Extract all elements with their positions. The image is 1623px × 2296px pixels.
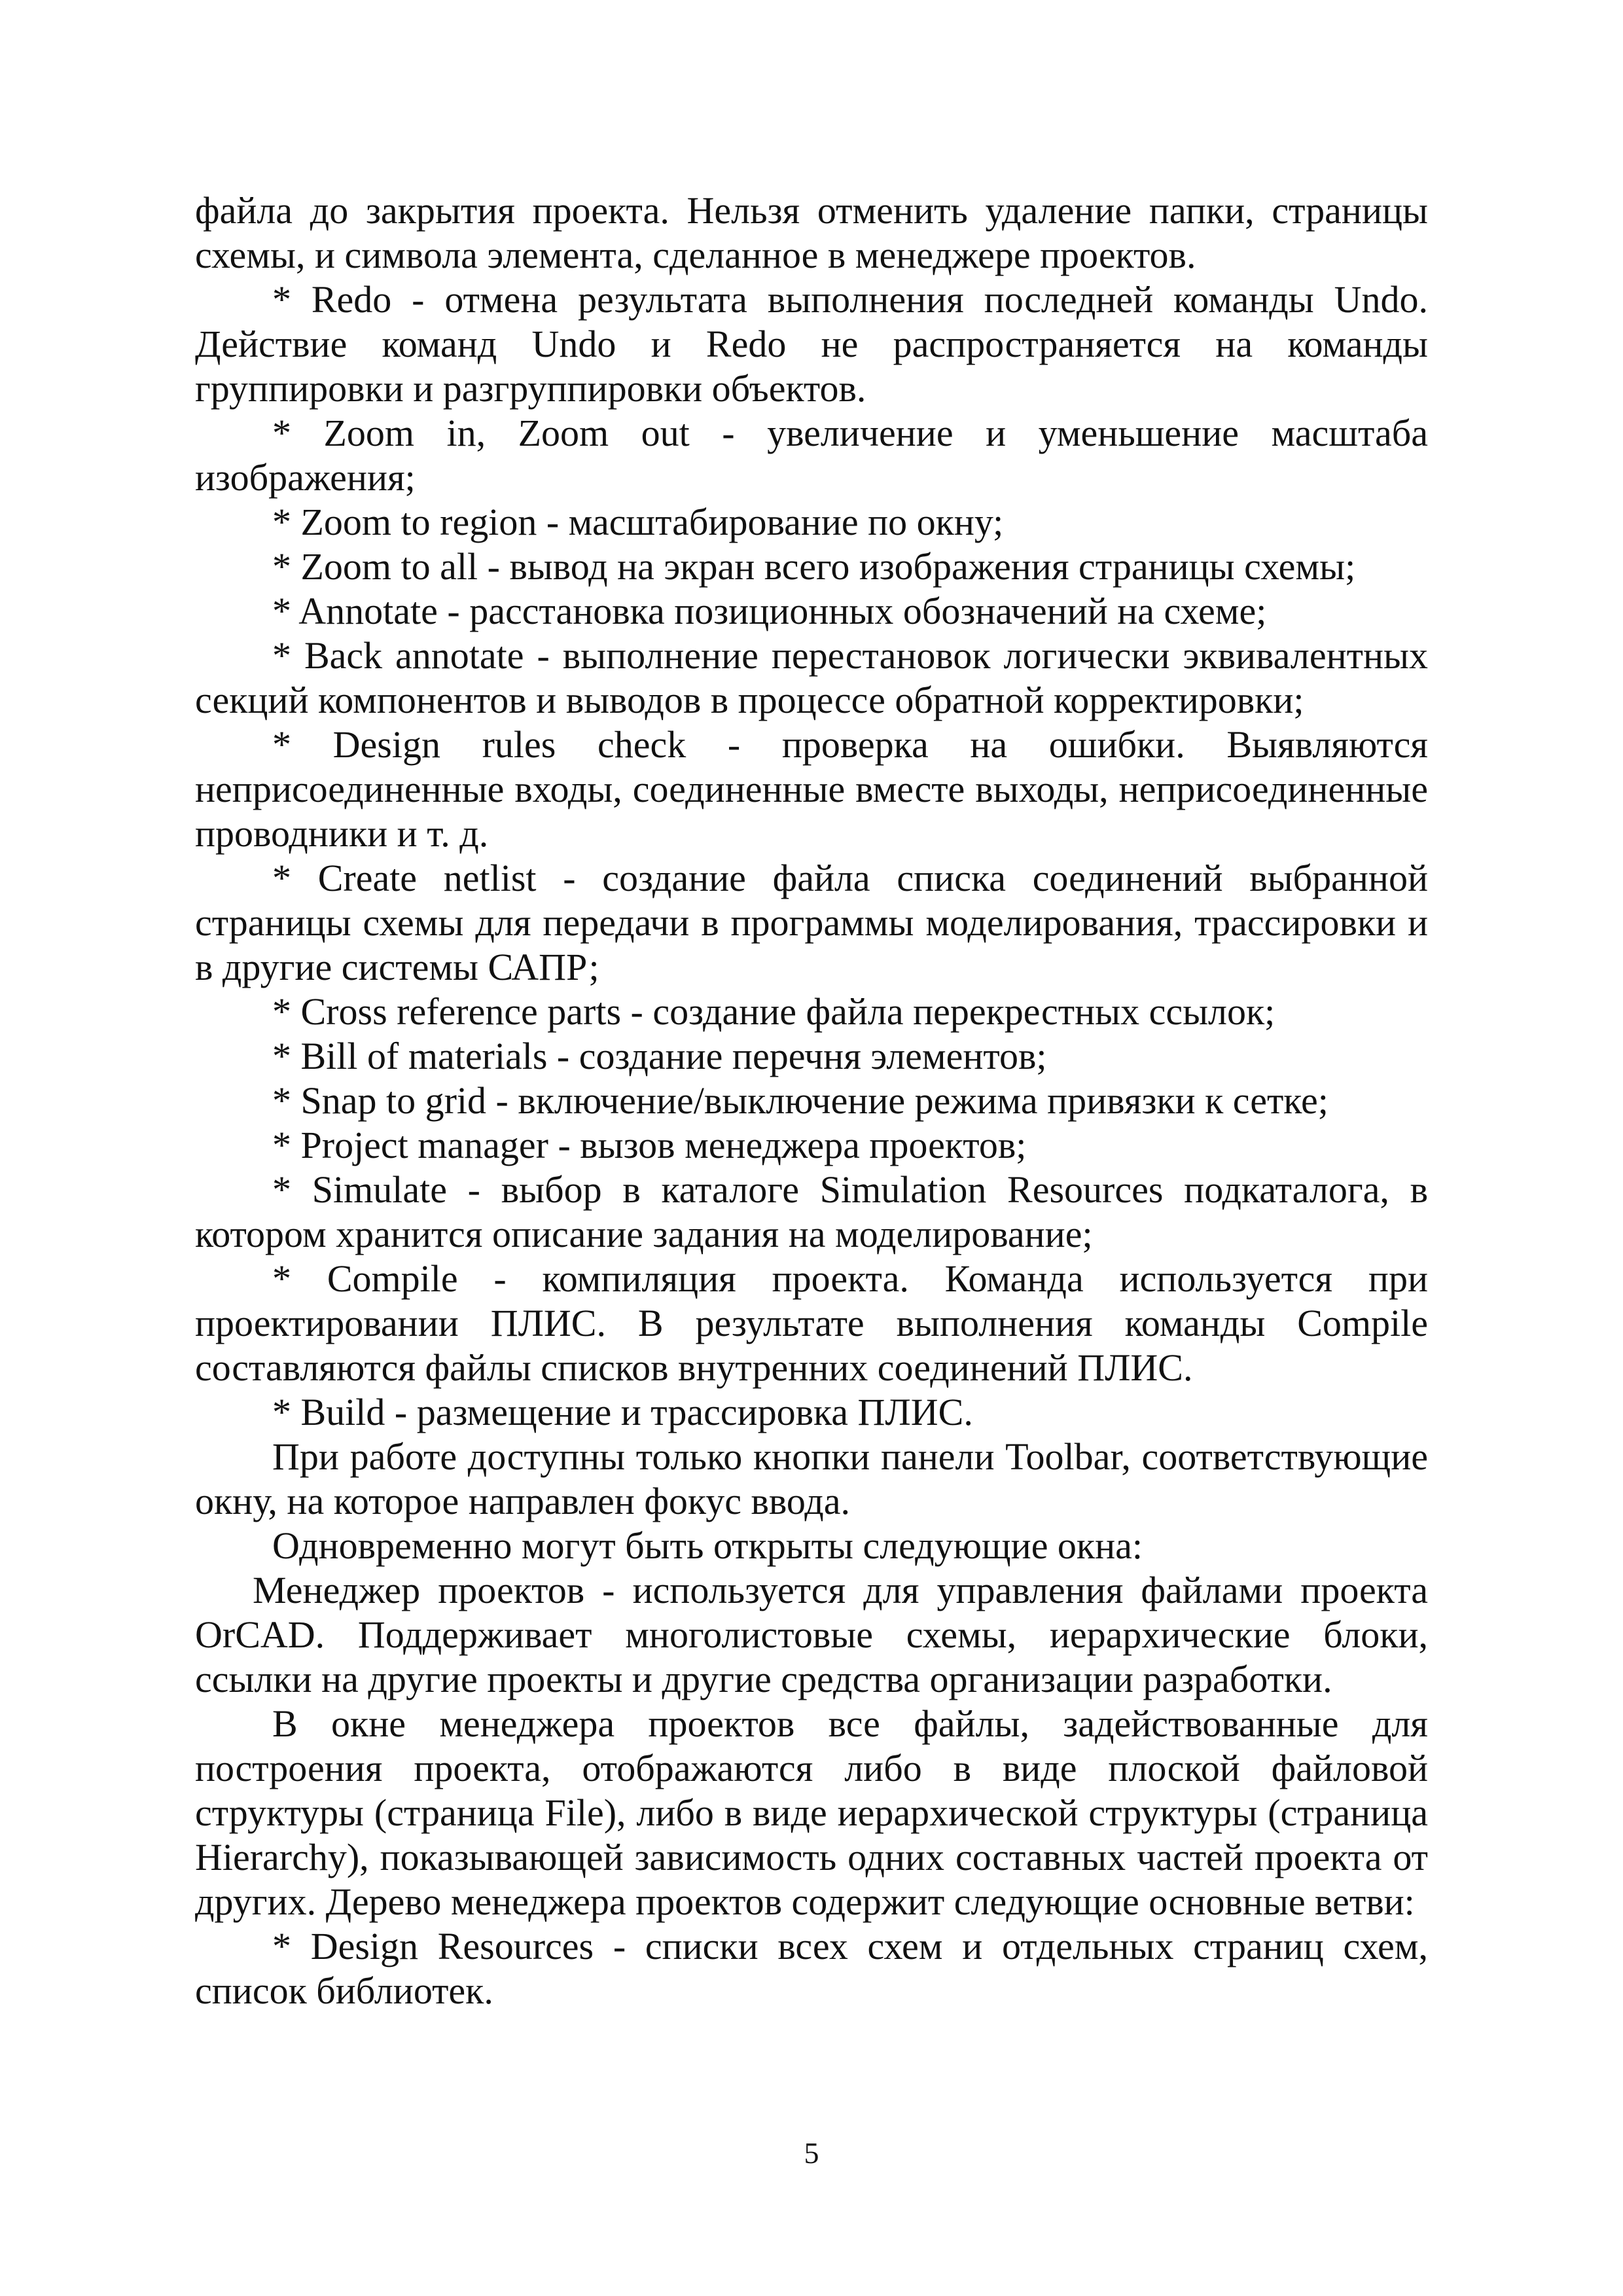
paragraph-toolbar: При работе доступны только кнопки панели Toolbar, соответствующие окну, на которое направлен фокус ввода. xyxy=(195,1435,1428,1522)
paragraph-build: * Build - размещение и трассировка ПЛИС. xyxy=(272,1391,973,1433)
paragraph-project-manager: * Project manager - вызов менеджера проектов; xyxy=(272,1124,1027,1166)
paragraph-design-rules-check: * Design rules check - проверка на ошибки. Выявляются неприсоединенные входы, соединенные вместе выходы, неприсоединенные проводники и т. д. xyxy=(195,723,1428,855)
paragraph-zoom-in-out: * Zoom in, Zoom out - увеличение и уменьшение масштаба изображения; xyxy=(195,412,1428,499)
paragraph-manager-window: В окне менеджера проектов все файлы, задействованные для построения проекта, отображаются либо в виде плоской файловой структуры (страница File), либо в виде иерархической структуры (страница Hierarchy), показывающей зависимость одних составных частей проекта от других. Дерево менеджера проектов содержит следующие основные ветви: xyxy=(195,1702,1428,1923)
page-number: 5 xyxy=(804,2136,819,2170)
paragraph-cross-reference: * Cross reference parts - создание файла перекрестных ссылок; xyxy=(272,990,1275,1033)
paragraph-manager-description: Менеджер проектов - используется для управления файлами проекта OrCAD. Поддерживает многолистовые схемы, иерархические блоки, ссылки на другие проекты и другие средства организации разработки. xyxy=(195,1569,1428,1700)
paragraph-windows: Одновременно могут быть открыты следующие окна: xyxy=(272,1524,1143,1567)
paragraph-back-annotate: * Back annotate - выполнение перестановок логически эквивалентных секций компонентов и выводов в процессе обратной корректировки; xyxy=(195,634,1428,721)
paragraph-redo: * Redo - отмена результата выполнения последней команды Undo. Действие команд Undo и Redo не распространяется на команды группировки и разгруппировки объектов. xyxy=(195,278,1428,410)
paragraph-bill-of-materials: * Bill of materials - создание перечня элементов; xyxy=(272,1035,1047,1077)
page-body xyxy=(195,188,1428,2013)
paragraph-continuation: файла до закрытия проекта. Нельзя отменить удаление папки, страницы схемы, и символа элемента, сделанное в менеджере проектов. xyxy=(195,189,1428,276)
paragraph-snap-to-grid: * Snap to grid - включение/выключение режима привязки к сетке; xyxy=(272,1079,1329,1122)
paragraph-zoom-to-all: * Zoom to all - вывод на экран всего изображения страницы схемы; xyxy=(272,545,1356,588)
paragraph-design-resources: * Design Resources - списки всех схем и отдельных страниц схем, список библиотек. xyxy=(195,1925,1428,2012)
paragraph-create-netlist: * Create netlist - создание файла списка соединений выбранной страницы схемы для передачи в программы моделирования, трассировки и в другие системы САПР; xyxy=(195,857,1428,988)
paragraph-compile: * Compile - компиляция проекта. Команда используется при проектировании ПЛИС. В результате выполнения команды Compile составляются файлы списков внутренних соединений ПЛИС. xyxy=(195,1257,1428,1389)
paragraph-annotate: * Annotate - расстановка позиционных обозначений на схеме; xyxy=(272,590,1267,632)
paragraph-simulate: * Simulate - выбор в каталоге Simulation Resources подкаталога, в котором хранится описание задания на моделирование; xyxy=(195,1168,1428,1255)
paragraph-zoom-to-region: * Zoom to region - масштабирование по окну; xyxy=(272,501,1004,543)
